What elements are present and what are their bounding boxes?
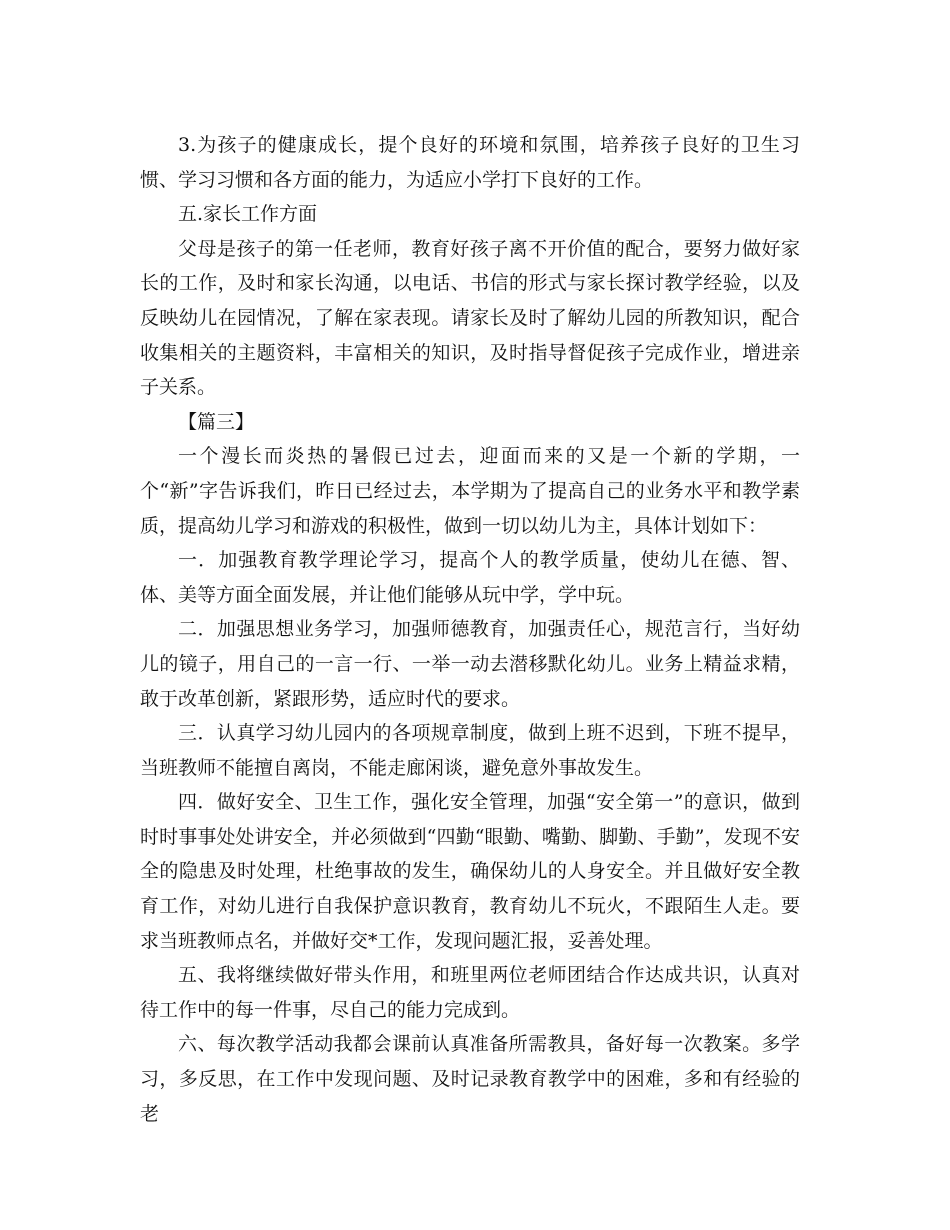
paragraph-point-3: 3.为孩子的健康成长，提个良好的环境和氛围，培养孩子良好的卫生习惯、学习习惯和各方面的能力，为适应小学打下良好的工作。 xyxy=(140,134,800,191)
paragraph-item-5: 五、我将继续做好带头作用，和班里两位老师团结合作达成共识，认真对待工作中的每一件事，尽自己的能力完成到。 xyxy=(140,964,800,1021)
paragraph-parents-work: 父母是孩子的第一任老师，教育好孩子离不开价值的配合，要努力做好家长的工作，及时和家长沟通，以电话、书信的形式与家长探讨教学经验，以及反映幼儿在园情况，了解在家表现。请家长及时了解幼儿园的所教知识，配合收集相关的主题资料，丰富相关的知识，及时指导督促孩子完成作业，增进亲子关系。 xyxy=(140,237,800,399)
paragraph-item-4: 四．做好安全、卫生工作，强化安全管理，加强“安全第一”的意识，做到时时事事处处讲安全，并必须做到“四勤“眼勤、嘴勤、脚勤、手勤”，发现不安全的隐患及时处理，杜绝事故的发生，确保幼儿的人身安全。并且做好安全教育工作，对幼儿进行自我保护意识教育，教育幼儿不玩火，不跟陌生人走。要求当班教师点名，并做好交*工作，发现问题汇报，妥善处理。 xyxy=(140,791,800,952)
section-heading-parents: 五.家长工作方面 xyxy=(178,203,318,226)
paragraph-item-6: 六、每次教学活动我都会课前认真准备所需教具，备好每一次教案。多学习，多反思，在工作中发现问题、及时记录教育教学中的困难，多和有经验的老 xyxy=(140,1033,800,1125)
section-heading-part-three: 【篇三】 xyxy=(178,410,255,433)
paragraph-item-1: 一．加强教育教学理论学习，提高个人的教学质量，使幼儿在德、智、体、美等方面全面发展，并让他们能够从玩中学，学中玩。 xyxy=(140,549,800,606)
paragraph-item-2: 二．加强思想业务学习，加强师德教育，加强责任心，规范言行，当好幼儿的镜子，用自己的一言一行、一举一动去潜移默化幼儿。业务上精益求精，敢于改革创新，紧跟形势，适应时代的要求。 xyxy=(140,618,800,710)
document-body xyxy=(140,128,800,1131)
paragraph-item-3: 三．认真学习幼儿园内的各项规章制度，做到上班不迟到，下班不提早，当班教师不能擅自离岗，不能走廊闲谈，避免意外事故发生。 xyxy=(140,722,800,779)
paragraph-intro: 一个漫长而炎热的暑假已过去，迎面而来的又是一个新的学期，一个“新”字告诉我们，昨日已经过去，本学期为了提高自己的业务水平和教学素质，提高幼儿学习和游戏的积极性，做到一切以幼儿为主，具体计划如下： xyxy=(140,445,800,537)
